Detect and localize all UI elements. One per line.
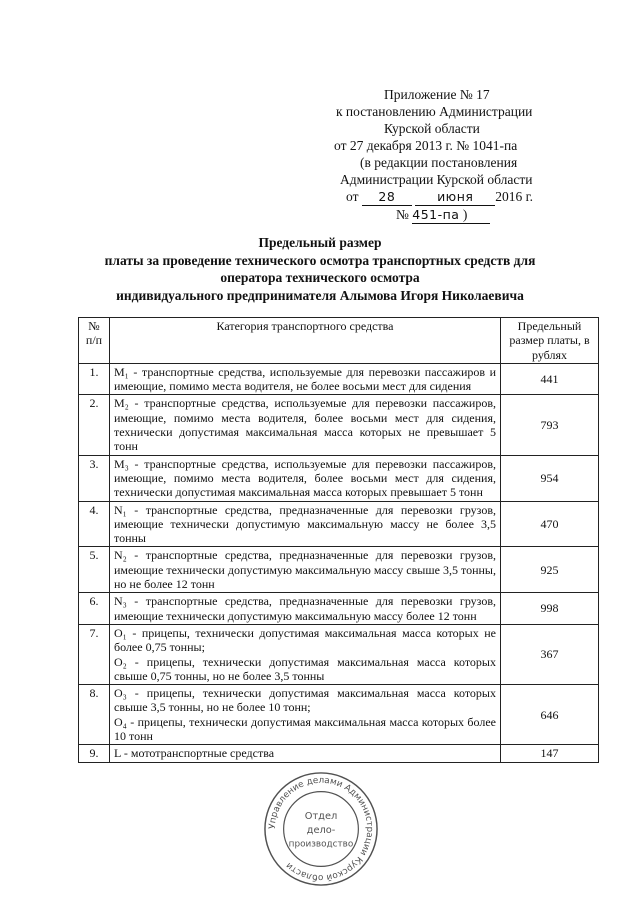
row-price: 793 [501,395,599,455]
table-row [79,363,599,395]
document-title [60,234,580,304]
row-price: 147 [501,745,599,762]
header-line: Администрации Курской области [340,172,533,187]
price-table [78,317,599,763]
stamp-center-line: производство [288,839,354,850]
row-num: 2. [79,395,110,455]
row-num: 1. [79,363,110,395]
row-price: 925 [501,547,599,593]
header-date-line [346,188,560,206]
table-row [79,624,599,684]
table-row [79,395,599,455]
official-stamp [262,770,380,888]
row-num: 3. [79,455,110,501]
row-price: 470 [501,501,599,547]
row-category: L - мототранспортные средства [110,745,501,762]
date-month: июня [415,188,495,206]
row-price: 646 [501,685,599,745]
number-value: 451-па ) [412,206,490,224]
category-part: O₂ - прицепы, технически допустимая максимальная масса которых свыше 0,75 тонны, но не более 3,5 тонны [114,654,496,683]
stamp-ring-text: Управление делами Администрации Курской области [267,775,375,883]
date-day: 28 [362,188,412,206]
table-row [79,593,599,625]
row-num: 4. [79,501,110,547]
table-row [79,455,599,501]
table-header-row [79,318,599,364]
row-category: N₃ - транспортные средства, предназначенные для перевозки грузов, имеющие технически допустимую максимальную массу более 12 тонн [110,593,501,625]
number-prefix: № [396,207,409,222]
header-number-line [396,206,560,224]
row-category [110,624,501,684]
row-price: 441 [501,363,599,395]
header-line: Курской области [384,121,480,136]
title-line: платы за проведение технического осмотра транспортных средств для [104,252,536,268]
row-num: 9. [79,745,110,762]
row-category: N₁ - транспортные средства, предназначенные для перевозки грузов, имеющие технически допустимую максимальную массу не более 3,5 тонны [110,501,501,547]
table-row [79,501,599,547]
date-year: 2016 г. [495,189,533,204]
title-line: Предельный размер [258,235,382,250]
header-price: Предельный размер платы, в рублях [501,318,599,364]
table-row [79,745,599,762]
row-price: 998 [501,593,599,625]
header-line: к постановлению Администрации [336,104,533,119]
category-part: O₃ - прицепы, технически допустимая максимальная масса которых свыше 3,5 тонны, но не более 10 тонн; [114,686,496,715]
header-line: от 27 декабря 2013 г. № 1041-па [334,138,518,153]
title-line: оператора технического осмотра [220,270,420,285]
row-category: M₁ - транспортные средства, используемые для перевозки пассажиров и имеющие, помимо места водителя, не более восьми мест для сидения [110,363,501,395]
header-category: Категория транспортного средства [110,318,501,364]
row-num: 7. [79,624,110,684]
header-line: (в редакции постановления [360,155,518,170]
appendix-header [300,86,560,224]
category-part: O₄ - прицепы, технически допустимая максимальная масса которых более 10 тонн [114,714,496,744]
table-row [79,685,599,745]
row-num: 5. [79,547,110,593]
row-category: N₂ - транспортные средства, предназначенные для перевозки грузов, имеющие технически допустимую максимальную массу свыше 3,5 тонны, но не более 12 тонн [110,547,501,593]
header-line: Приложение № 17 [384,87,490,102]
header-num: № п/п [79,318,110,364]
row-num: 8. [79,685,110,745]
table-row [79,547,599,593]
row-category: M₂ - транспортные средства, используемые для перевозки пассажиров, имеющие, помимо места водителя, более восьми мест для сидения, технически допустимая максимальная масса которых не превышает 5 тонн [110,395,501,455]
row-category: M₃ - транспортные средства, используемые для перевозки пассажиров, имеющие, помимо места водителя, более восьми мест для сидения, технически допустимая максимальная масса которых превышает 5 тонн [110,455,501,501]
stamp-center-line: дело- [306,824,336,836]
category-part: O₁ - прицепы, технически допустимая максимальная масса которых не более 0,75 тонны; [114,625,496,655]
row-price: 954 [501,455,599,501]
row-price: 367 [501,624,599,684]
row-num: 6. [79,593,110,625]
date-prefix: от [346,189,359,204]
stamp-center-line: Отдел [304,811,338,823]
title-line: индивидуального предпринимателя Алымова Игоря Николаевича [116,287,524,303]
row-category [110,685,501,745]
